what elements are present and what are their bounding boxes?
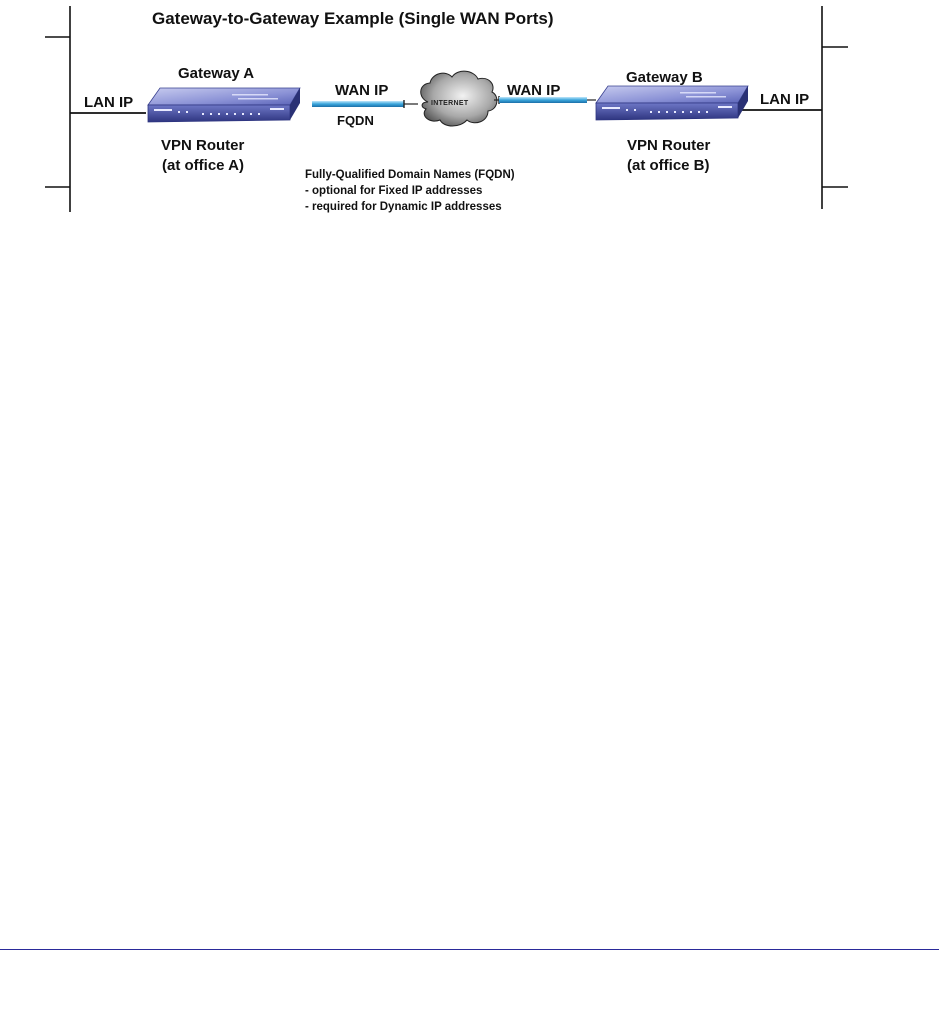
diagram-title: Gateway-to-Gateway Example (Single WAN Ports) [152, 9, 554, 28]
internet-cloud-icon [421, 71, 497, 126]
fqdn-note-line1: - optional for Fixed IP addresses [305, 185, 483, 197]
gateway-to-gateway-diagram [0, 0, 939, 225]
footer-divider [0, 949, 939, 950]
gateway-a-fqdn-label: FQDN [337, 113, 374, 128]
gateway-a-location: (at office A) [162, 157, 244, 174]
gateway-a-lan-label: LAN IP [84, 94, 134, 111]
gateway-a-role: VPN Router [161, 137, 245, 154]
gateway-a-name: Gateway A [178, 65, 255, 82]
wan-link-a [312, 100, 418, 108]
fqdn-note-line2: - required for Dynamic IP addresses [305, 201, 502, 213]
gateway-b-name: Gateway B [626, 69, 703, 86]
gateway-b-role: VPN Router [627, 137, 711, 154]
router-icon [596, 86, 748, 120]
fqdn-note-heading: Fully-Qualified Domain Names (FQDN) [305, 169, 515, 181]
gateway-b-wan-label: WAN IP [507, 82, 561, 99]
gateway-a-wan-label: WAN IP [335, 82, 389, 99]
router-icon [148, 88, 300, 122]
gateway-b-lan-label: LAN IP [760, 91, 810, 108]
internet-label: INTERNET [431, 100, 469, 107]
gateway-b-location: (at office B) [627, 157, 710, 174]
